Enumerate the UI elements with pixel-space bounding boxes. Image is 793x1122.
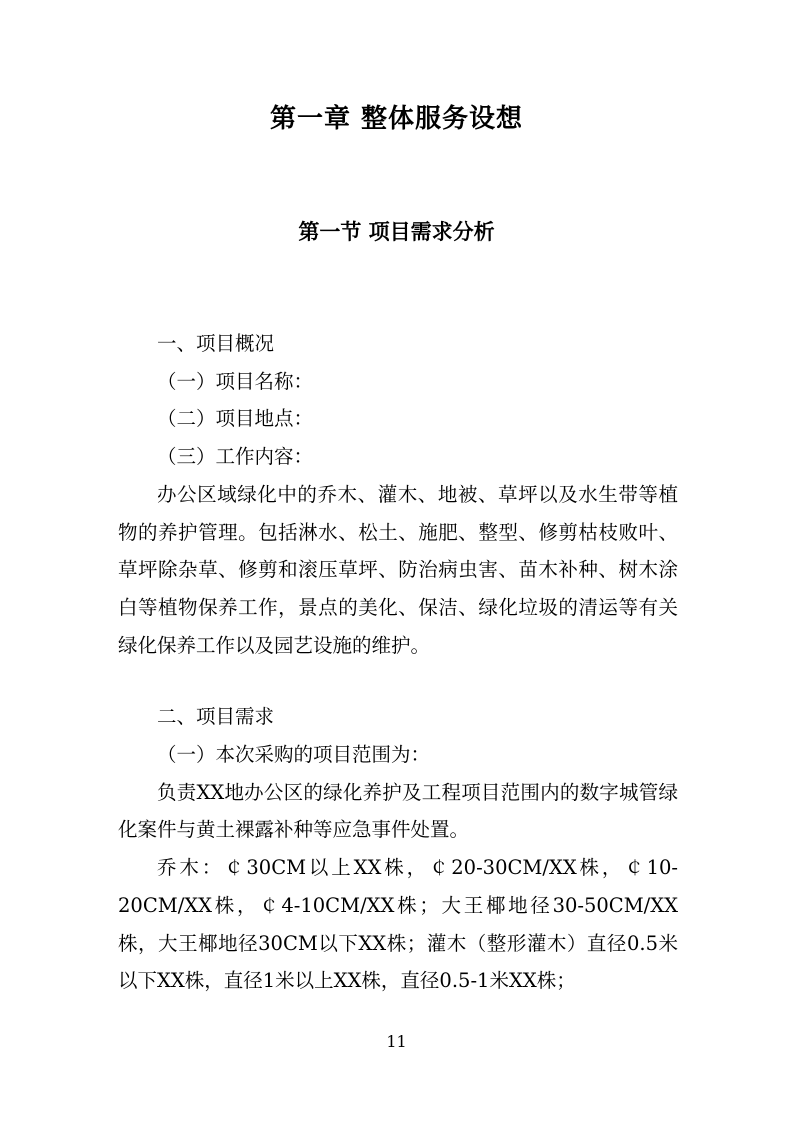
document-body: [118, 325, 678, 1000]
part1-paragraph: 办公区域绿化中的乔木、灌木、地被、草坪以及水生带等植物的养护管理。包括淋水、松土、施肥、整型、修剪枯枝败叶、草坪除杂草、修剪和滚压草坪、防治病虫害、苗木补种、树木涂白等植物保养工作，景点的美化、保洁、绿化垃圾的清运等有关绿化保养工作以及园艺设施的维护。: [118, 482, 678, 657]
part2-paragraph-2: 乔木：￠30CM以上XX株，￠20-30CM/XX株，￠10-20CM/XX株，￠4-10CM/XX株；大王椰地径30-50CM/XX株，大王椰地径30CM以下XX株；灌木（整形灌木）直径0.5米以下XX株，直径1米以上XX株，直径0.5-1米XX株；: [118, 856, 678, 993]
chapter-title: 第一章 整体服务设想: [269, 104, 524, 134]
part1-heading: 一、项目概况: [157, 332, 275, 355]
part2-paragraph-1: 负责XX地办公区的绿化养护及工程项目范围内的数字城管绿化案件与黄土裸露补种等应急事件处置。: [118, 780, 678, 842]
section-title: 第一节 项目需求分析: [298, 219, 495, 244]
part1-item-location: （二）项目地点：: [157, 407, 314, 431]
part1-item-name: （一）项目名称：: [157, 369, 314, 393]
part1-item-content: （三）工作内容：: [157, 445, 314, 469]
paragraph-gap: [118, 664, 678, 698]
page-number: 11: [386, 1032, 407, 1051]
part2-heading: 二、项目需求: [157, 705, 275, 729]
part2-item-scope: （一）本次采购的项目范围为：: [157, 743, 431, 767]
